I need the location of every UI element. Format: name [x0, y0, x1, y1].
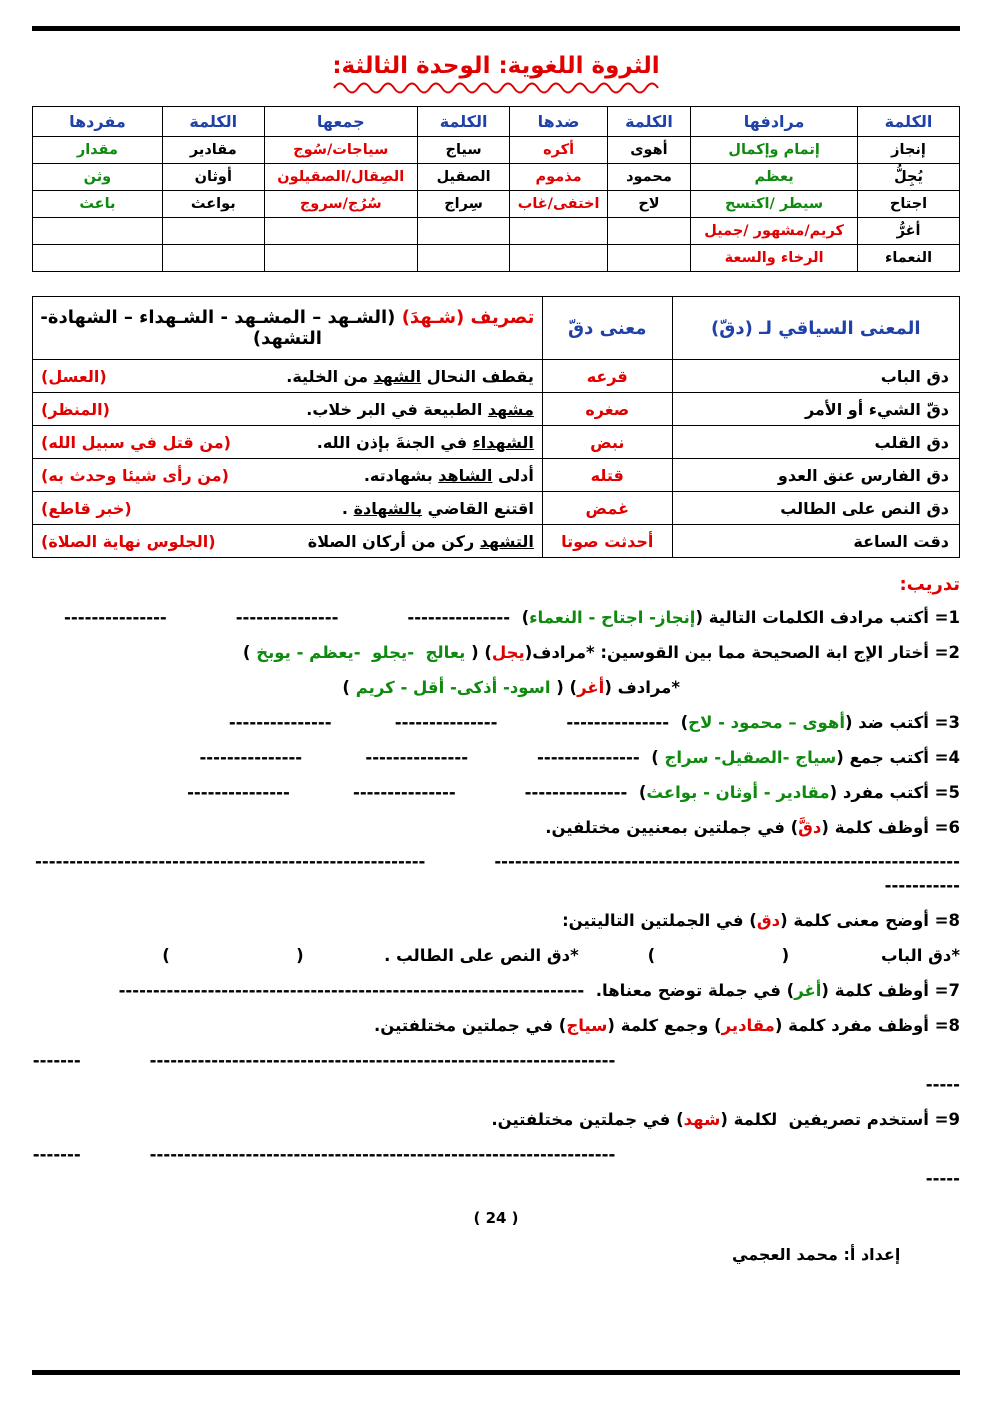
text-segment: (الشـهد – المشـهد - الشـهداء – الشهادة-التشهد) — [40, 307, 396, 349]
sentence-text — [286, 367, 534, 386]
text-segment: معنى دقّ — [568, 317, 647, 339]
vocab-header-cell: مرادفها — [691, 107, 858, 137]
text-segment: مقادير - أوثان - بواعث — [646, 782, 830, 802]
bottom-rule — [32, 1370, 960, 1375]
vocab-header-cell: الكلمة — [607, 107, 690, 137]
meaning-header-cell — [672, 297, 959, 360]
vocab-cell — [264, 218, 417, 245]
vocab-cell: محمود — [607, 164, 690, 191]
vocab-cell: باعث — [33, 191, 163, 218]
vocab-cell — [417, 218, 510, 245]
sentence-text — [306, 400, 534, 419]
vocab-header-cell: الكلمة — [417, 107, 510, 137]
text-segment: يعالج -يجلو -يعظم - يوبخ — [256, 642, 466, 662]
vocab-header-cell: الكلمة — [858, 107, 960, 137]
sentence-note: (العسل) — [41, 366, 107, 386]
meaning-cell: نبض — [542, 426, 672, 459]
text-segment: 2= أختار الإج ابة الصحيحة مما بين القوسين: *مرادف( — [524, 642, 960, 662]
text-segment: ) وجمع كلمة ( — [607, 1016, 722, 1036]
exercise-line — [32, 1014, 960, 1038]
text-segment: ) --------------- --------------- --------------- — [199, 747, 659, 767]
text-segment: . — [341, 498, 354, 518]
context-cell: دق الفارس عنق العدو — [672, 459, 959, 492]
meaning-row — [33, 426, 960, 459]
exercise-line — [32, 1143, 960, 1191]
text-segment: 5= أكتب مفرد ( — [829, 782, 960, 802]
vocab-cell: النعماء — [858, 245, 960, 272]
vocab-cell: سِراج — [417, 191, 510, 218]
context-cell: دقت الساعة — [672, 525, 959, 558]
text-segment: يجل — [491, 642, 525, 662]
vocab-cell: إنجاز — [858, 137, 960, 164]
text-segment: دق — [756, 911, 781, 931]
vocab-cell: سيطر /اكتسح — [691, 191, 858, 218]
vocab-row — [33, 191, 960, 218]
text-segment: ) ( — [550, 677, 578, 697]
text-segment: أدلى — [492, 465, 534, 485]
text-segment: إنجاز- اجتاح - النعماء — [529, 608, 696, 627]
meaning-cell: أحدثت صوتا — [542, 525, 672, 558]
conjugation-cell — [33, 426, 543, 459]
vocab-cell: الرخاء والسعة — [691, 245, 858, 272]
text-segment: بالشهادة — [353, 498, 423, 518]
exercise-line — [32, 816, 960, 840]
vocab-header-cell: ضدها — [510, 107, 607, 137]
meaning-cell: صغره — [542, 393, 672, 426]
exercise-line — [32, 1049, 960, 1097]
squiggle-path — [334, 84, 658, 93]
vocab-table — [32, 106, 960, 272]
text-segment: ) --------------- --------------- --------------- — [187, 782, 647, 802]
exercise-line — [32, 676, 960, 700]
exercise-lines — [32, 606, 960, 1191]
text-segment: ) --------------- --------------- --------------- — [228, 712, 689, 732]
sentence-text — [317, 433, 534, 452]
text-segment: الشاهد — [438, 465, 493, 485]
exercise-line — [32, 711, 960, 735]
text-segment: ) في الجملتين التاليتين: — [562, 911, 757, 931]
sentence-with-note — [41, 532, 534, 551]
footer-credit: إعداد أ: محمد العجمي — [732, 1244, 901, 1264]
page-title: الثروة اللغوية: الوحدة الثالثة: — [332, 53, 660, 79]
vocab-cell: اجتاح — [858, 191, 960, 218]
exercise-line — [32, 944, 960, 968]
meaning-row — [33, 360, 960, 393]
text-segment: في الجنةَ بإذن الله. — [316, 432, 473, 452]
sentence-text — [342, 499, 534, 518]
vocab-header-cell: الكلمة — [162, 107, 264, 137]
vocab-header-cell: مفردها — [33, 107, 163, 137]
vocab-cell — [510, 245, 607, 272]
text-segment: سياج — [566, 1016, 608, 1036]
top-rule — [32, 26, 960, 31]
text-segment: 4= أكتب جمع ( — [836, 747, 960, 767]
vocab-cell: إتمام وإكمال — [691, 137, 858, 164]
vocab-cell: أغرُّ — [858, 218, 960, 245]
vocab-row — [33, 218, 960, 245]
vocab-cell: كريم/مشهور /جميل — [691, 218, 858, 245]
sentence-note: (خبر قاطع) — [41, 498, 132, 518]
sentence-note: (الجلوس نهاية الصلاة) — [41, 531, 216, 551]
vocab-cell: مذموم — [510, 164, 607, 191]
meaning-table — [32, 296, 960, 558]
exercise-line — [32, 909, 960, 933]
vocab-cell: سُرُج/سروج — [264, 191, 417, 218]
vocab-cell: بواعث — [162, 191, 264, 218]
sentence-text — [308, 532, 534, 551]
conjugation-cell — [33, 459, 543, 492]
text-segment: أغر — [577, 677, 605, 697]
vocab-cell: اختفى/غاب — [510, 191, 607, 218]
context-cell: دق الباب — [672, 360, 959, 393]
meaning-header-cell — [542, 297, 672, 360]
meaning-row — [33, 393, 960, 426]
exercise-line — [32, 1108, 960, 1132]
vocab-cell — [510, 218, 607, 245]
vocab-table-body — [33, 137, 960, 272]
meaning-cell: قرعه — [542, 360, 672, 393]
text-segment: التشهد — [479, 531, 534, 551]
text-segment: من الخلية. — [286, 366, 374, 386]
text-segment: -------------------------------------------------------------------- ------------ — [32, 1050, 960, 1094]
text-segment: بشهادته. — [363, 465, 439, 485]
exercises-heading: تدريب: — [899, 574, 960, 595]
vocab-cell — [33, 245, 163, 272]
text-segment: ) — [242, 642, 257, 662]
vocab-cell: لاح — [607, 191, 690, 218]
sentence-note: (من قتل في سبيل الله) — [41, 432, 231, 452]
text-segment: -------------------------------------------------------------------- ------------ — [32, 1144, 960, 1188]
vocab-row — [33, 137, 960, 164]
page-number: ( 24 ) — [473, 1208, 519, 1227]
vocab-cell — [417, 245, 510, 272]
text-segment: 6= أوظف كلمة ( — [821, 817, 960, 837]
title-underline-squiggle — [331, 80, 661, 94]
vocab-cell: يُجِلُّ — [858, 164, 960, 191]
text-segment: الطبيعة في البر خلاب. — [306, 399, 488, 419]
text-segment: ) --------------- --------------- --------------- — [64, 608, 530, 627]
exercises-section — [32, 574, 960, 1191]
text-segment: اقتنع القاضي — [422, 498, 534, 518]
conjugation-cell — [33, 492, 543, 525]
sentence-note: (من رأى شيئا وحدث به) — [41, 465, 229, 485]
text-segment: الشهداء — [472, 432, 534, 452]
text-segment: -------------------------------------------------------------------- -------------------------------------------------------------------- — [35, 852, 960, 896]
conjugation-cell — [33, 525, 543, 558]
vocab-cell: مقادير — [162, 137, 264, 164]
exercise-line — [32, 850, 960, 898]
meaning-cell: قتله — [542, 459, 672, 492]
text-segment: سياج -الصقيل- سراج — [658, 747, 837, 767]
vocab-cell — [33, 218, 163, 245]
text-segment: ) في جملتين مختلفتين. — [491, 1109, 684, 1129]
text-segment: مقادير — [721, 1016, 775, 1036]
text-segment: تصريف (شـهدَ) — [395, 307, 535, 328]
text-segment: المعنى السياقي لـ (دقّ) — [711, 317, 921, 339]
sentence-with-note — [41, 433, 534, 452]
context-cell: دق النص على الطالب — [672, 492, 959, 525]
sentence-with-note — [41, 400, 534, 419]
sentence-text — [364, 466, 534, 485]
text-segment: 1= أكتب مرادف الكلمات التالية ( — [695, 608, 960, 627]
text-segment: دقَّ — [798, 817, 822, 837]
vocab-cell: وثن — [33, 164, 163, 191]
vocab-cell — [607, 245, 690, 272]
vocab-header-cell: جمعها — [264, 107, 417, 137]
text-segment: يقطف النحال — [421, 366, 534, 386]
vocab-cell: سياج — [417, 137, 510, 164]
exercise-line — [32, 979, 960, 1003]
conjugation-cell — [33, 360, 543, 393]
meaning-row — [33, 525, 960, 558]
text-segment: 8= أوظف مفرد كلمة ( — [774, 1016, 960, 1036]
vocab-header-row — [33, 107, 960, 137]
exercise-line — [32, 641, 960, 665]
context-cell: دق القلب — [672, 426, 959, 459]
meaning-cell: غمض — [542, 492, 672, 525]
text-segment: أغر — [794, 981, 822, 1001]
meaning-table-body — [33, 360, 960, 558]
text-segment: الشهد — [373, 366, 422, 386]
vocab-cell: أكره — [510, 137, 607, 164]
text-segment: 7= أوظف كلمة ( — [821, 981, 960, 1001]
vocab-cell — [162, 218, 264, 245]
sentence-with-note — [41, 466, 534, 485]
text-segment: اسود- أذكى- أقل - كريم — [355, 677, 551, 697]
meaning-header-row — [33, 297, 960, 360]
sentence-note: (المنظر) — [41, 399, 110, 419]
sentence-with-note — [41, 367, 534, 386]
meaning-row — [33, 459, 960, 492]
vocab-cell: أوثان — [162, 164, 264, 191]
text-segment: 8= أوضح معنى كلمة ( — [780, 911, 960, 931]
sentence-with-note — [41, 499, 534, 518]
text-segment: ) في جملتين مختلفتين. — [374, 1016, 567, 1036]
conjugation-cell — [33, 393, 543, 426]
vocab-cell: الصِقال/الصقيلون — [264, 164, 417, 191]
vocab-cell — [162, 245, 264, 272]
text-segment: ) في جملة توضح معناها. -------------------------------------------------------------------- — [118, 981, 795, 1001]
title-block — [32, 53, 960, 94]
context-cell: دقّ الشيء أو الأمر — [672, 393, 959, 426]
text-segment: أهوى – محمود - لاح — [688, 712, 845, 732]
text-segment: شهد — [683, 1109, 721, 1129]
text-segment: *دق الباب ( ) *دق النص على الطالب . ( ) — [162, 946, 960, 966]
exercise-line — [32, 781, 960, 805]
vocab-cell — [607, 218, 690, 245]
vocab-row — [33, 164, 960, 191]
exercise-line — [32, 746, 960, 770]
text-segment: ) — [342, 677, 356, 697]
meaning-row — [33, 492, 960, 525]
vocab-cell: أهوى — [607, 137, 690, 164]
vocab-cell: مقدار — [33, 137, 163, 164]
text-segment: *مرادف ( — [604, 677, 680, 697]
vocab-cell: يعظم — [691, 164, 858, 191]
text-segment: 3= أكتب ضد ( — [844, 712, 960, 732]
text-segment: ) في جملتين بمعنيين مختلفين. — [545, 817, 799, 837]
vocab-cell — [264, 245, 417, 272]
text-segment: مشهد — [487, 399, 534, 419]
text-segment: 9= أستخدم تصريفين لكلمة ( — [720, 1109, 960, 1129]
vocab-row — [33, 245, 960, 272]
text-segment: ركن من أركان الصلاة — [307, 531, 480, 551]
vocab-cell: سياجات/سُوج — [264, 137, 417, 164]
text-segment: ) ( — [465, 642, 492, 662]
meaning-header-cell — [33, 297, 543, 360]
vocab-cell: الصقيل — [417, 164, 510, 191]
exercise-line — [32, 606, 960, 630]
